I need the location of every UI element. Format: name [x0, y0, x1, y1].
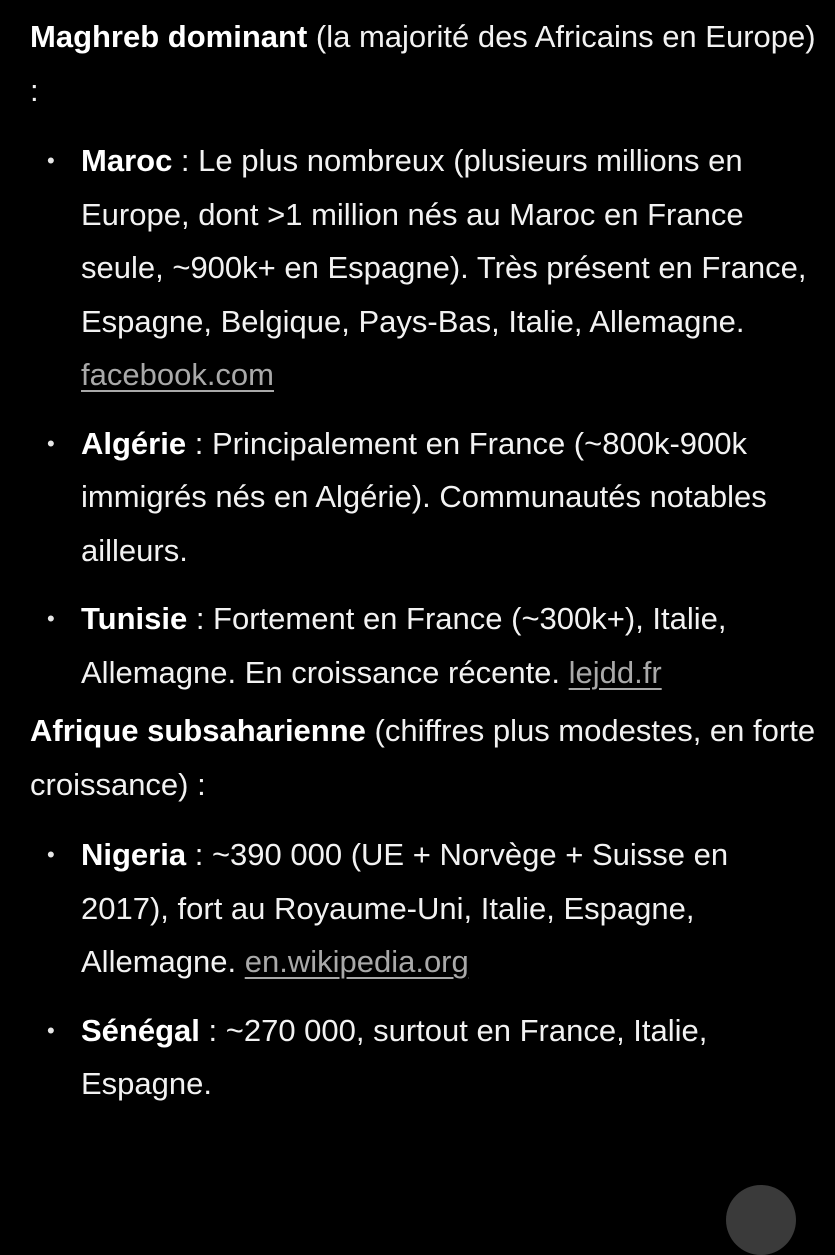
section-intro-maghreb: [30, 10, 820, 117]
country-description: : Principalement en France (~800k-900k immigrés nés en Algérie). Communautés notables ailleurs.: [81, 425, 767, 568]
section-heading: Afrique subsaharienne: [30, 713, 366, 748]
chat-response-content: [30, 10, 820, 1111]
section-heading-rest: (la majorité des Africains en Europe) :: [30, 19, 816, 108]
country-description: : Fortement en France (~300k+), Italie, Allemagne. En croissance récente.: [81, 601, 727, 690]
list-item-maroc: [30, 134, 820, 402]
country-list-subsaharan: [30, 828, 820, 1111]
section-heading-rest: (chiffres plus modestes, en forte croissance) :: [30, 713, 816, 802]
list-item-tunisie: [30, 592, 820, 699]
section-heading: Maghreb dominant: [30, 19, 308, 54]
country-description: : Le plus nombreux (plusieurs millions en Europe, dont >1 million nés au Maroc en France seule, ~900k+ en Espagne). Très présent en France, Espagne, Belgique, Pays-Bas, Italie, Allemagne.: [81, 143, 807, 339]
bullet-icon: •: [47, 1017, 55, 1043]
source-link-facebook[interactable]: facebook.com: [81, 357, 274, 392]
bullet-icon: •: [47, 842, 55, 867]
section-intro-subsaharan: [30, 704, 820, 811]
bullet-icon: •: [47, 430, 55, 456]
country-name: Tunisie: [81, 601, 188, 636]
list-item-senegal: [30, 1004, 820, 1111]
country-name: Algérie: [81, 425, 187, 461]
bullet-icon: •: [47, 148, 55, 173]
country-description: : ~390 000 (UE + Norvège + Suisse en 2017), fort au Royaume-Uni, Italie, Espagne, Allemagne.: [81, 837, 729, 979]
country-name: Sénégal: [81, 1012, 200, 1048]
country-name: Maroc: [81, 143, 173, 178]
source-link-wikipedia[interactable]: en.wikipedia.org: [244, 944, 469, 979]
country-description: : ~270 000, surtout en France, Italie, Espagne.: [81, 1012, 708, 1101]
list-item-algerie: [30, 417, 820, 578]
country-name: Nigeria: [81, 837, 187, 872]
list-item-nigeria: [30, 828, 820, 989]
bullet-icon: •: [47, 606, 55, 631]
source-link-lejdd[interactable]: lejdd.fr: [568, 654, 662, 690]
country-list-maghreb: [30, 134, 820, 699]
scroll-button-icon[interactable]: [726, 1185, 796, 1255]
